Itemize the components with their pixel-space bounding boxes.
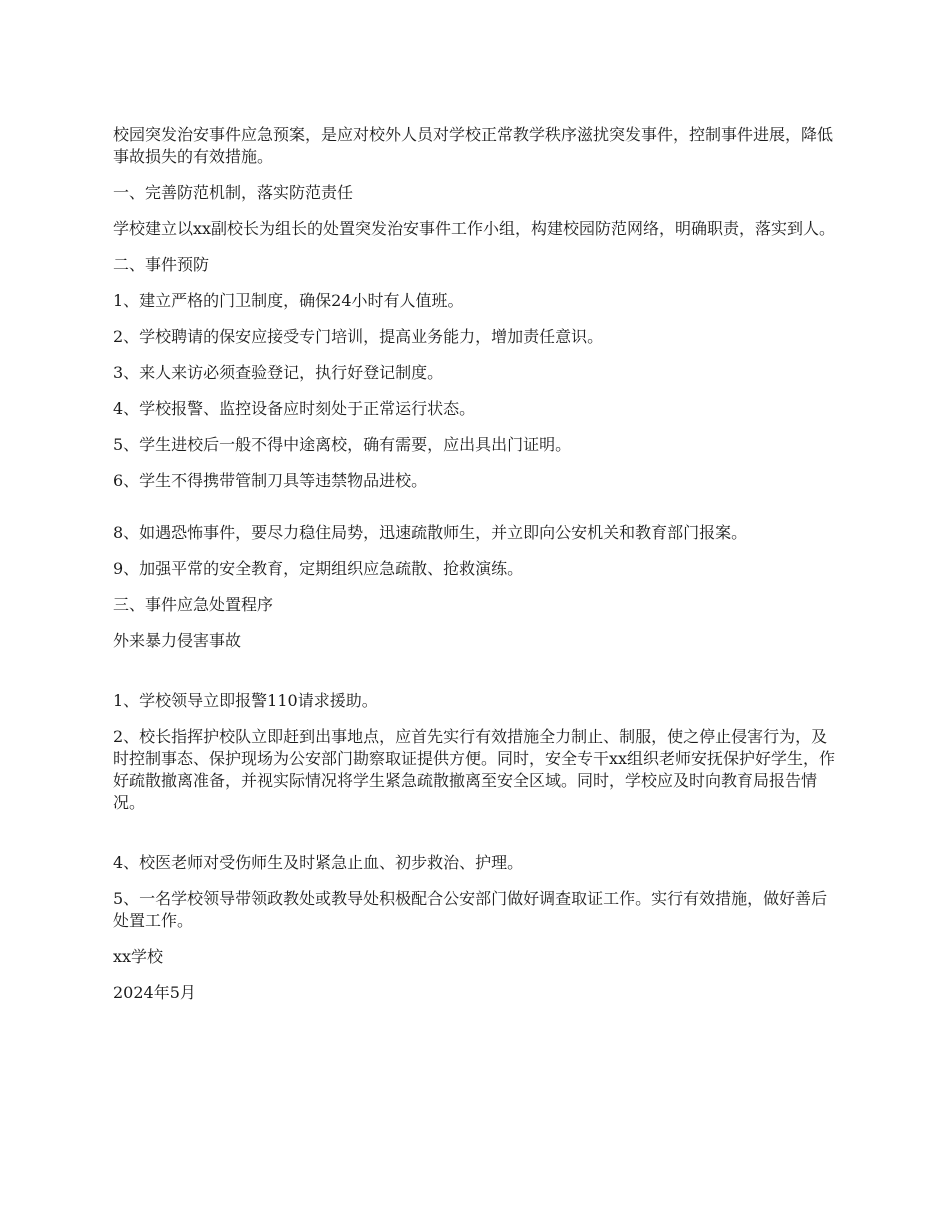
procedure-item: 5、一名学校领导带领政教处或教导处积极配合公安部门做好调查取证工作。实行有效措施，做好善后处置工作。 [113,889,828,930]
section-2-heading: 二、事件预防 [113,255,210,274]
prevention-item: 8、如遇恐怖事件，要尽力稳住局势，迅速疏散师生，并立即向公安机关和教育部门报案。 [113,523,748,542]
prevention-item: 4、学校报警、监控设备应时刻处于正常运行状态。 [113,399,476,418]
prevention-item: 5、学生进校后一般不得中途离校，确有需要，应出具出门证明。 [113,435,572,454]
incident-subheading: 外来暴力侵害事故 [113,631,242,650]
procedure-item: 2、校长指挥护校队立即赶到出事地点，应首先实行有效措施全力制止、制服，使之停止侵害行为，及时控制事态、保护现场为公安部门勘察取证提供方便。同时，安全专干xx组织老师安抚保护好学生，作好疏散撤离准备，并视实际情况将学生紧急疏散撤离至安全区域。同时，学校应及时向教育局报告情况。 [113,727,836,812]
section-1-body: 学校建立以xx副校长为组长的处置突发治安事件工作小组，构建校园防范网络，明确职责，落实到人。 [113,219,836,238]
prevention-item: 2、学校聘请的保安应接受专门培训，提高业务能力，增加责任意识。 [113,327,604,346]
prevention-item: 9、加强平常的安全教育，定期组织应急疏散、抢救演练。 [113,559,524,578]
intro-paragraph: 校园突发治安事件应急预案，是应对校外人员对学校正常教学秩序滋扰突发事件，控制事件进展，降低事故损失的有效措施。 [113,125,834,166]
prevention-item: 3、来人来访必须查验登记，执行好登记制度。 [113,363,444,382]
procedure-item: 4、校医老师对受伤师生及时紧急止血、初步救治、护理。 [113,853,524,872]
section-1-heading: 一、完善防范机制，落实防范责任 [113,183,354,202]
document-date: 2024年5月 [113,983,196,1002]
document-page [113,124,841,1018]
prevention-item: 1、建立严格的门卫制度，确保24小时有人值班。 [113,291,464,310]
section-3-heading: 三、事件应急处置程序 [113,595,274,614]
procedure-item: 1、学校领导立即报警110请求援助。 [113,691,378,710]
prevention-item: 6、学生不得携带管制刀具等违禁物品进校。 [113,471,428,490]
signature: xx学校 [113,947,164,966]
